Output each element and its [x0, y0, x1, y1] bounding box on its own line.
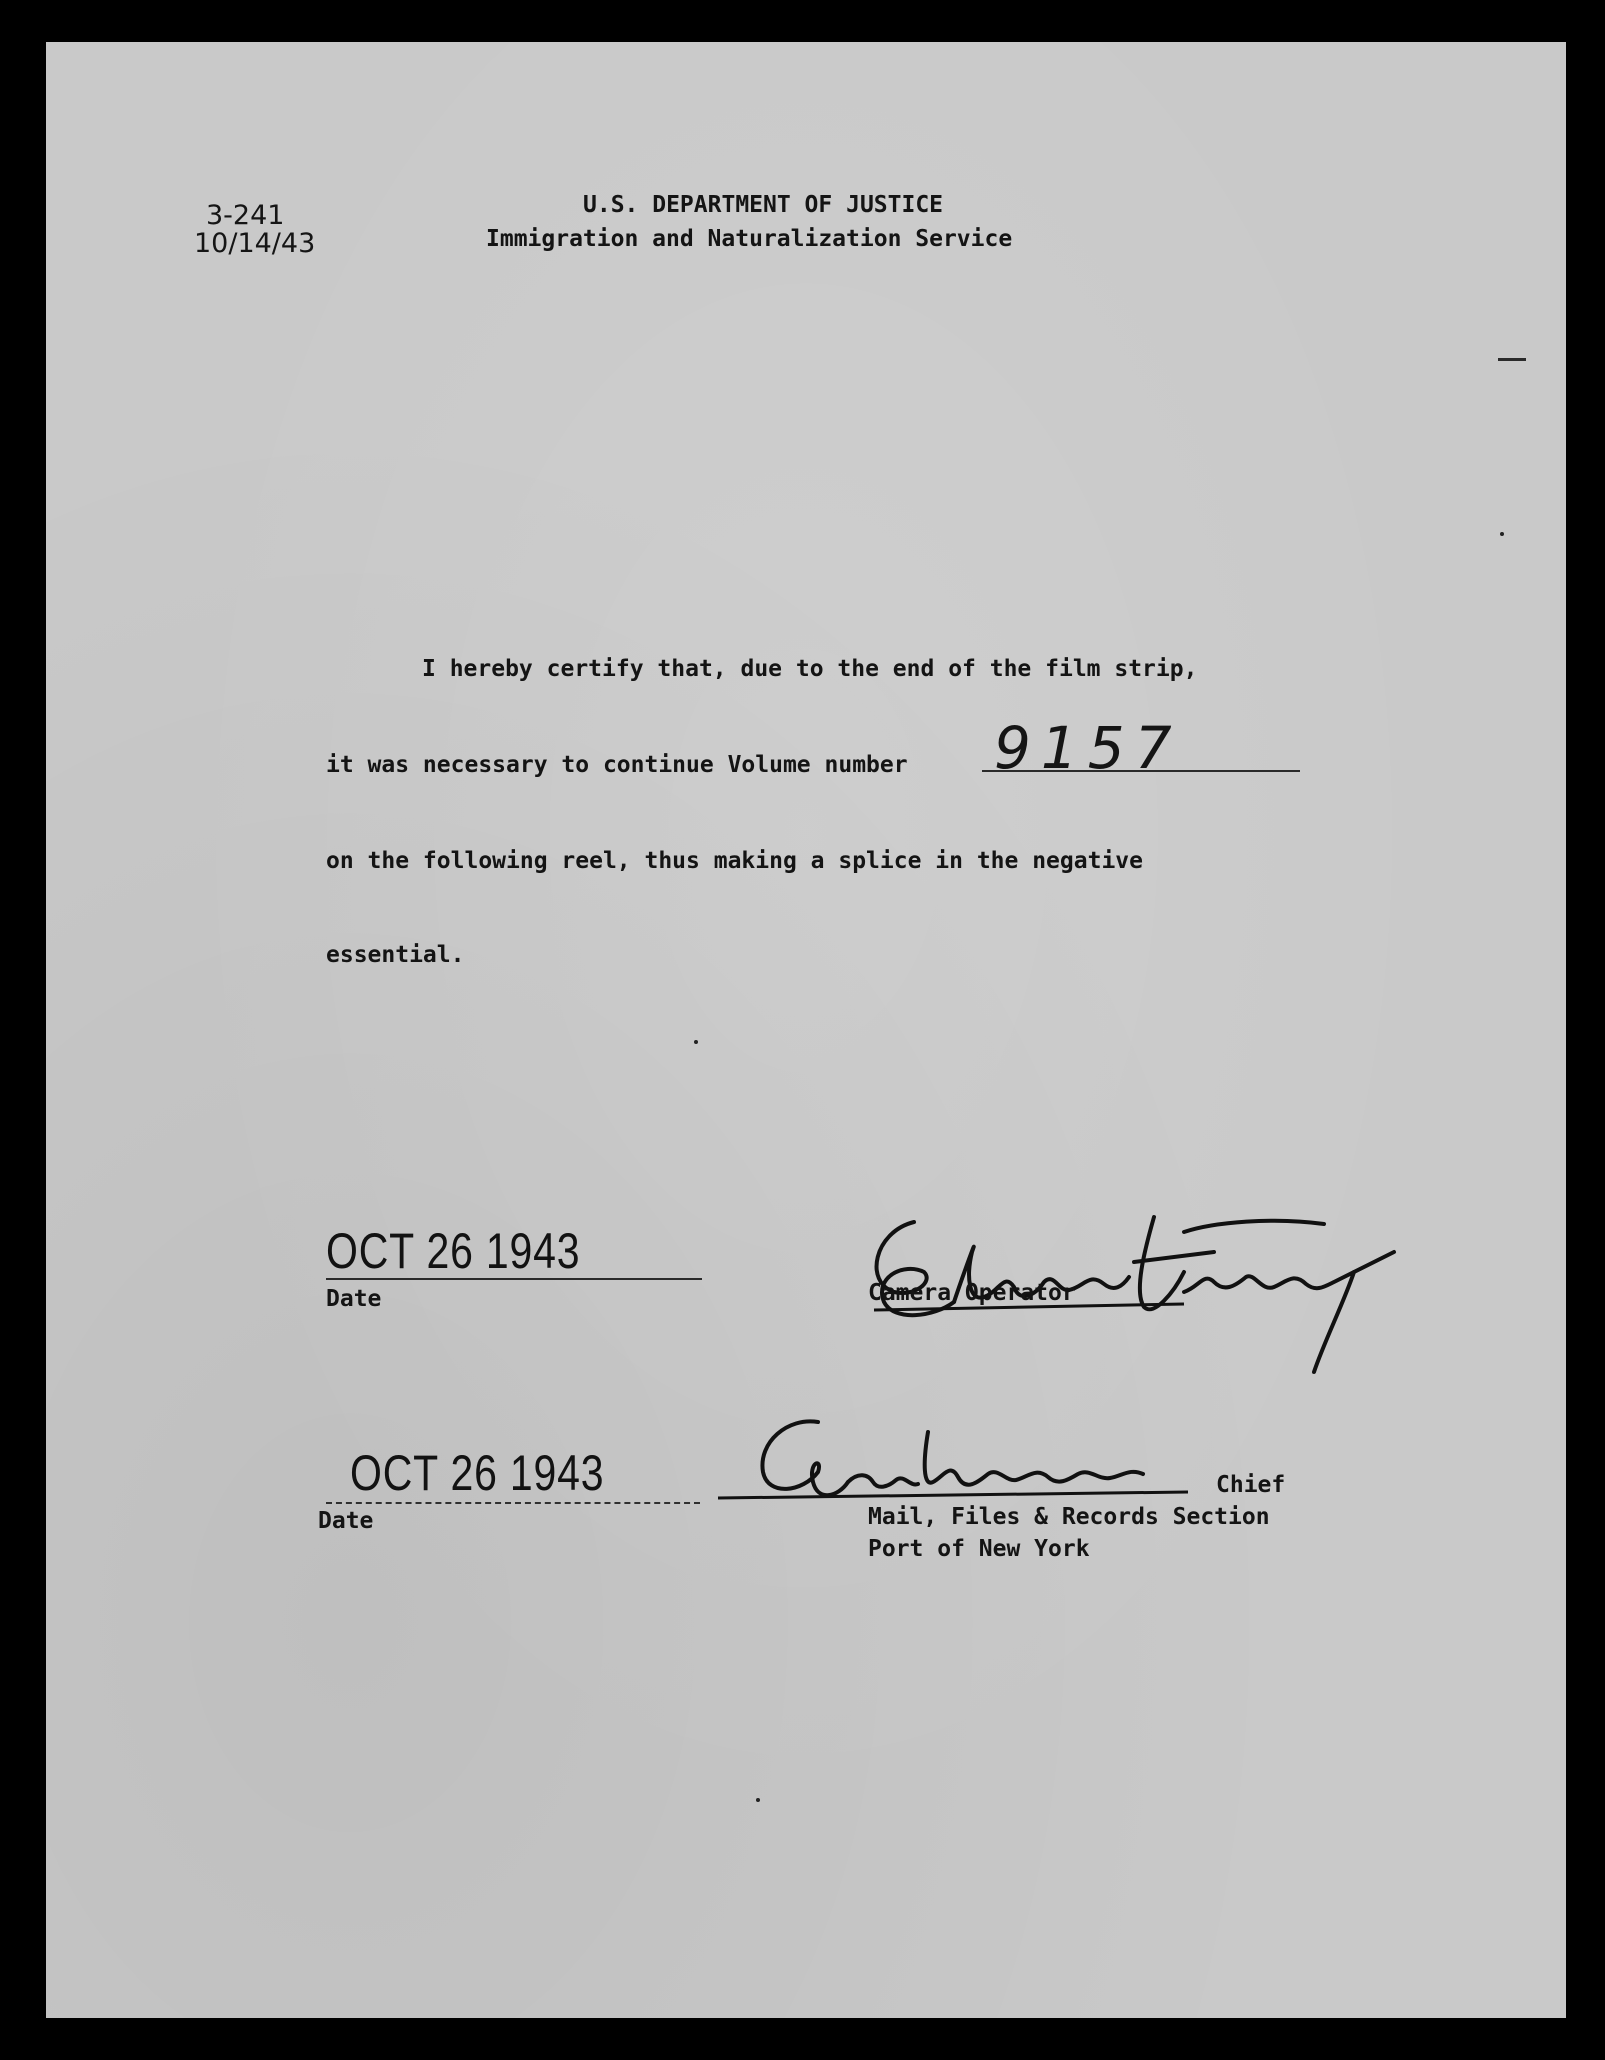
- volume-number: 9157: [994, 714, 1182, 782]
- date-underline-2: [326, 1502, 700, 1504]
- date-underline-1: [326, 1278, 702, 1280]
- chief-label: Chief: [1216, 1472, 1286, 1498]
- department-title: U.S. DEPARTMENT OF JUSTICE: [583, 192, 944, 218]
- scan-speck: [694, 1040, 698, 1044]
- camera-operator-label: Camera Operator: [868, 1280, 1076, 1306]
- service-title: Immigration and Naturalization Service: [486, 226, 1013, 252]
- certification-line-1: I hereby certify that, due to the end of the film strip,: [422, 656, 1198, 682]
- scan-speck: [756, 1798, 760, 1802]
- port-label: Port of New York: [868, 1536, 1090, 1562]
- section-label: Mail, Files & Records Section: [868, 1504, 1270, 1530]
- date-label-1: Date: [326, 1286, 382, 1312]
- certification-line-4: essential.: [326, 942, 465, 968]
- form-date: 10/14/43: [194, 228, 316, 259]
- form-number: 3-241: [206, 200, 285, 231]
- document-page: [46, 42, 1566, 2018]
- date-stamp-2: OCT 26 1943: [350, 1445, 605, 1501]
- certification-line-2: it was necessary to continue Volume number: [326, 752, 908, 778]
- scan-mark: [1498, 358, 1526, 361]
- date-label-2: Date: [318, 1508, 374, 1534]
- certification-line-3: on the following reel, thus making a splice in the negative: [326, 848, 1143, 874]
- scan-speck: [1500, 532, 1504, 536]
- date-stamp-1: OCT 26 1943: [326, 1223, 581, 1279]
